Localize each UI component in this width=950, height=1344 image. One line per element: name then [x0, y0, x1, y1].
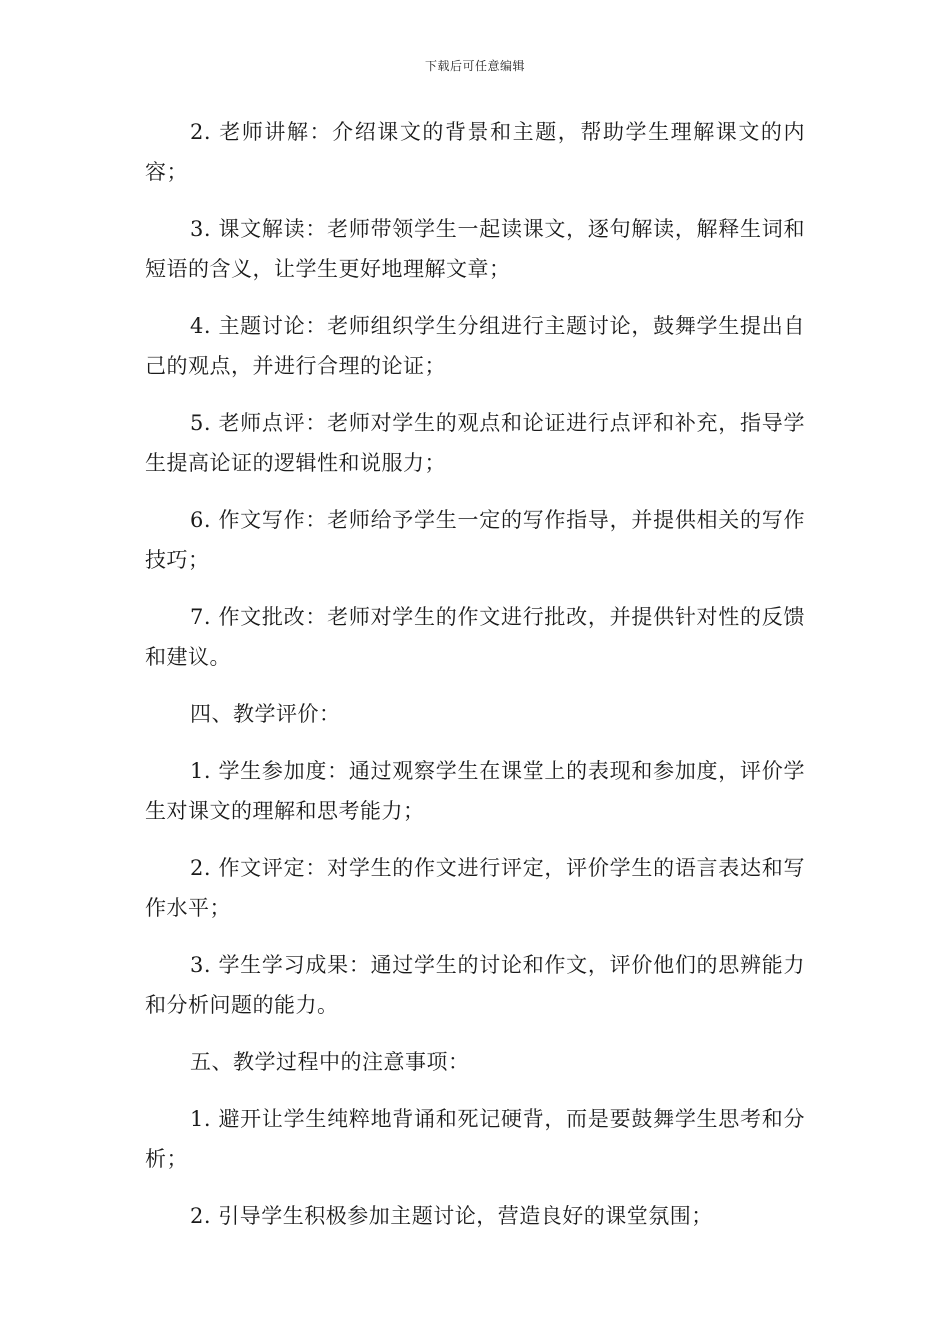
paragraph-topic-discussion: 4. 主题讨论：老师组织学生分组进行主题讨论，鼓舞学生提出自己的观点，并进行合理的论证； [145, 314, 805, 378]
paragraph-text-reading: 3. 课文解读：老师带领学生一起读课文，逐句解读，解释生词和短语的含义，让学生更好地理解文章； [145, 217, 805, 281]
paragraph-teacher-comment: 5. 老师点评：老师对学生的观点和论证进行点评和补充，指导学生提高论证的逻辑性和说服力； [145, 411, 805, 475]
section-heading-evaluation: 四、教学评价： [190, 702, 341, 726]
paragraph-participation: 1. 学生参加度：通过观察学生在课堂上的表现和参加度，评价学生对课文的理解和思考能力； [145, 759, 805, 823]
page-header: 下载后可任意编辑 [424, 59, 525, 73]
paragraph-composition-assessment: 2. 作文评定：对学生的作文进行评定，评价学生的语言表达和写作水平； [145, 856, 805, 920]
paragraph-lecture: 2. 老师讲解：介绍课文的背景和主题，帮助学生理解课文的内容； [145, 120, 805, 184]
paragraph-composition-grading: 7. 作文批改：老师对学生的作文进行批改，并提供针对性的反馈和建议。 [145, 605, 805, 669]
document-body [145, 112, 805, 1253]
paragraph-learning-outcomes: 3. 学生学习成果：通过学生的讨论和作文，评价他们的思辨能力和分析问题的能力。 [145, 953, 805, 1017]
paragraph-guide-discussion: 2. 引导学生积极参加主题讨论，营造良好的课堂氛围； [190, 1204, 713, 1228]
paragraph-avoid-rote: 1. 避开让学生纯粹地背诵和死记硬背，而是要鼓舞学生思考和分析； [145, 1107, 805, 1171]
paragraph-composition-writing: 6. 作文写作：老师给予学生一定的写作指导，并提供相关的写作技巧； [145, 508, 805, 572]
section-heading-notes: 五、教学过程中的注意事项： [190, 1050, 470, 1074]
